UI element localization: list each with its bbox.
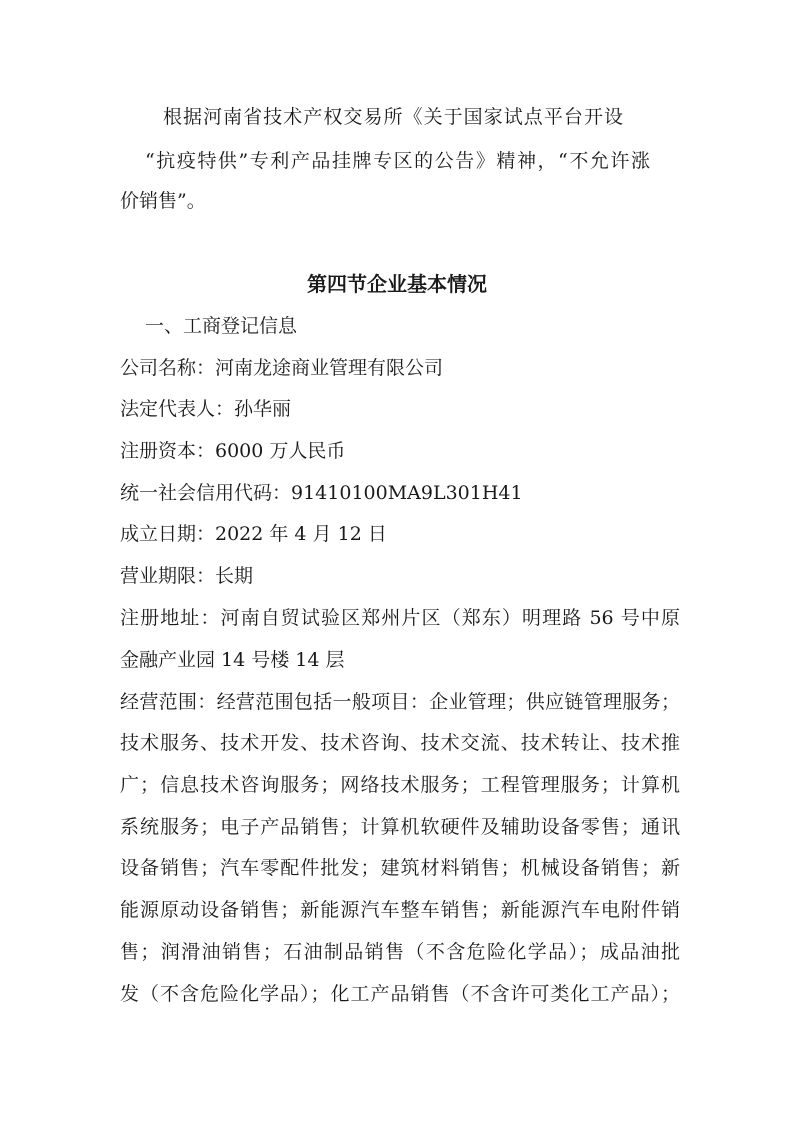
address-line-2: 金融产业园 14 号楼 14 层 bbox=[120, 649, 345, 671]
intro-line-2: “抗疫特供”专利产品挂牌专区的公告》精神，“不允许涨 bbox=[145, 150, 650, 172]
founded-line: 成立日期：2022 年 4 月 12 日 bbox=[120, 523, 387, 545]
scope-line-1: 经营范围：经营范围包括一般项目：企业管理；供应链管理服务； bbox=[120, 691, 680, 713]
scope-line-5: 设备销售；汽车零配件批发；建筑材料销售；机械设备销售；新 bbox=[120, 857, 680, 879]
intro-line-3: 价销售”。 bbox=[120, 190, 206, 212]
scope-line-2: 技术服务、技术开发、技术咨询、技术交流、技术转让、技术推 bbox=[120, 732, 680, 754]
scope-line-3: 广；信息技术咨询服务；网络技术服务；工程管理服务；计算机 bbox=[120, 774, 680, 796]
subsection-title: 一、工商登记信息 bbox=[145, 315, 298, 337]
legal-rep-line: 法定代表人：孙华丽 bbox=[120, 398, 292, 420]
company-name-line: 公司名称：河南龙途商业管理有限公司 bbox=[120, 357, 444, 379]
scope-line-7: 售；润滑油销售；石油制品销售（不含危险化学品）；成品油批 bbox=[120, 941, 680, 963]
section-title: 第四节企业基本情况 bbox=[307, 272, 487, 296]
credit-code-line: 统一社会信用代码：91410100MA9L301H41 bbox=[120, 482, 523, 504]
scope-line-6: 能源原动设备销售；新能源汽车整车销售；新能源汽车电附件销 bbox=[120, 899, 680, 921]
scope-line-4: 系统服务；电子产品销售；计算机软硬件及辅助设备零售；通讯 bbox=[120, 816, 680, 838]
intro-line-1: 根据河南省技术产权交易所《关于国家试点平台开设 bbox=[163, 106, 623, 128]
address-line-1: 注册地址：河南自贸试验区郑州片区（郑东）明理路 56 号中原 bbox=[120, 607, 680, 629]
term-line: 营业期限：长期 bbox=[120, 565, 254, 587]
capital-line: 注册资本：6000 万人民币 bbox=[120, 440, 346, 462]
scope-line-8: 发（不含危险化学品）；化工产品销售（不含许可类化工产品）； bbox=[120, 983, 680, 1005]
